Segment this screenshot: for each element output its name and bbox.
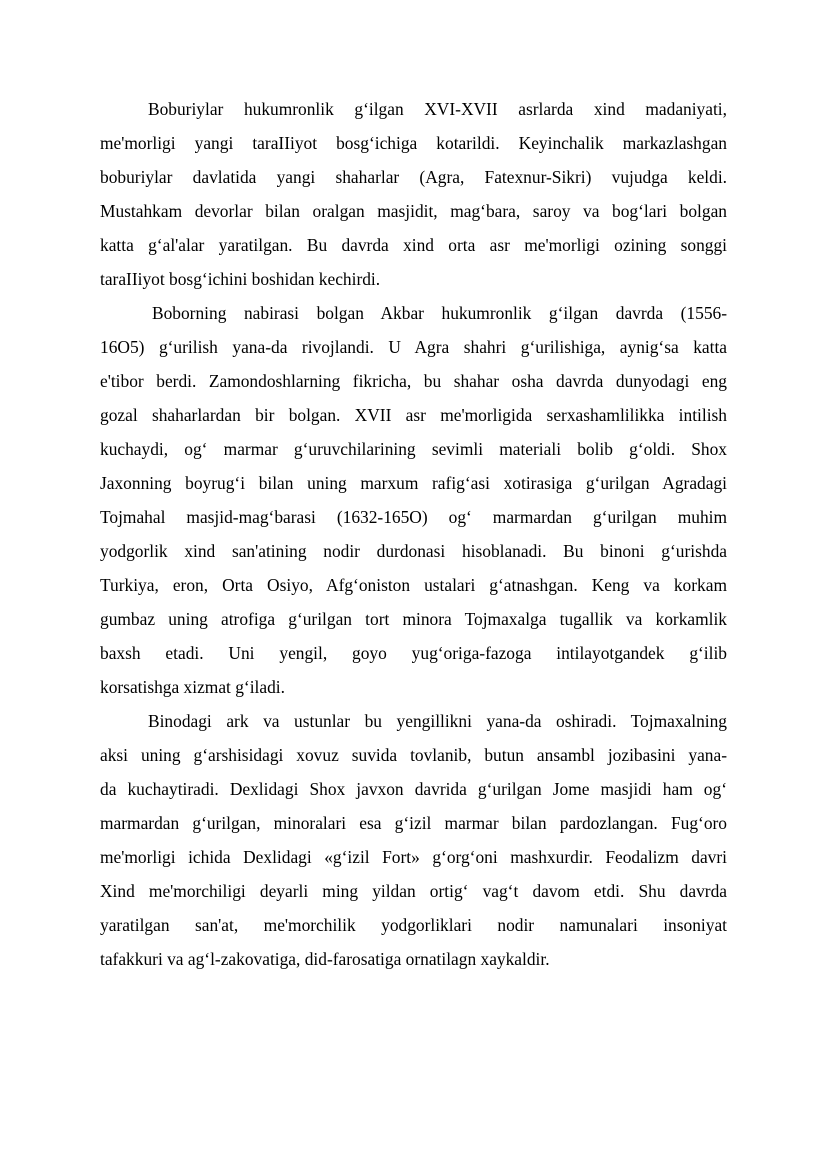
paragraph-1 [100, 94, 727, 298]
text-line: baxsh etadi. Uni yengil, goyo yug‘origa-fazoga intilayotgandek g‘ilib [100, 643, 727, 663]
text-line: taraIIiyot bosg‘ichini boshidan kechirdi. [100, 269, 381, 289]
text-line: marmardan g‘urilgan, minoralari esa g‘izil marmar bilan pardozlangan. Fug‘oro [100, 813, 727, 833]
paragraph-3 [100, 706, 727, 978]
text-line: boburiylar davlatida yangi shaharlar (Agra, Fatexnur-Sikri) vujudga keldi. [100, 167, 727, 187]
paragraph-2 [100, 298, 727, 706]
text-line: Tojmahal masjid-mag‘barasi (1632-165O) og‘ marmardan g‘urilgan muhim [100, 507, 727, 527]
text-line: me'morligi yangi taraIIiyot bosg‘ichiga kotarildi. Keyinchalik markazlashgan [100, 133, 727, 153]
text-line: Boburiylar hukumronlik g‘ilgan XVI-XVII asrlarda xind madaniyati, [148, 99, 727, 119]
text-line: 16O5) g‘urilish yana-da rivojlandi. U Agra shahri g‘urilishiga, aynig‘sa katta [100, 337, 727, 357]
text-line: me'morligi ichida Dexlidagi «g‘izil Fort» g‘org‘oni mashxurdir. Feodalizm davri [100, 847, 727, 867]
text-line: aksi uning g‘arshisidagi xovuz suvida tovlanib, butun ansambl jozibasini yana- [100, 745, 727, 765]
text-line: Boborning nabirasi bolgan Akbar hukumronlik g‘ilgan davrda (1556- [152, 303, 727, 323]
text-line: Mustahkam devorlar bilan oralgan masjidit, mag‘bara, saroy va bog‘lari bolgan [100, 201, 727, 221]
text-line: tafakkuri va ag‘l-zakovatiga, did-farosatiga ornatilagn xaykaldir. [100, 949, 550, 969]
text-line: katta g‘al'alar yaratilgan. Bu davrda xind orta asr me'morligi ozining songgi [100, 235, 727, 255]
text-line: Turkiya, eron, Orta Osiyo, Afg‘oniston ustalari g‘atnashgan. Keng va korkam [100, 575, 727, 595]
text-line: e'tibor berdi. Zamondoshlarning fikricha, bu shahar osha davrda dunyodagi eng [100, 371, 727, 391]
text-line: korsatishga xizmat g‘iladi. [100, 677, 285, 697]
text-line: Jaxonning boyrug‘i bilan uning marxum rafig‘asi xotirasiga g‘urilgan Agradagi [100, 473, 727, 493]
text-line: yaratilgan san'at, me'morchilik yodgorliklari nodir namunalari insoniyat [100, 915, 727, 935]
text-line: yodgorlik xind san'atining nodir durdonasi hisoblanadi. Bu binoni g‘urishda [100, 541, 727, 561]
text-line: gumbaz uning atrofiga g‘urilgan tort minora Tojmaxalga tugallik va korkamlik [100, 609, 727, 629]
text-line: Binodagi ark va ustunlar bu yengillikni yana-da oshiradi. Tojmaxalning [148, 711, 727, 731]
text-line: gozal shaharlardan bir bolgan. XVII asr me'morligida serxashamlilikka intilish [100, 405, 727, 425]
document-body [100, 94, 727, 978]
text-line: da kuchaytiradi. Dexlidagi Shox javxon davrida g‘urilgan Jome masjidi ham og‘ [100, 779, 727, 799]
text-line: kuchaydi, og‘ marmar g‘uruvchilarining sevimli materiali bolib g‘oldi. Shox [100, 439, 727, 459]
text-line: Xind me'morchiligi deyarli ming yildan ortig‘ vag‘t davom etdi. Shu davrda [100, 881, 727, 901]
